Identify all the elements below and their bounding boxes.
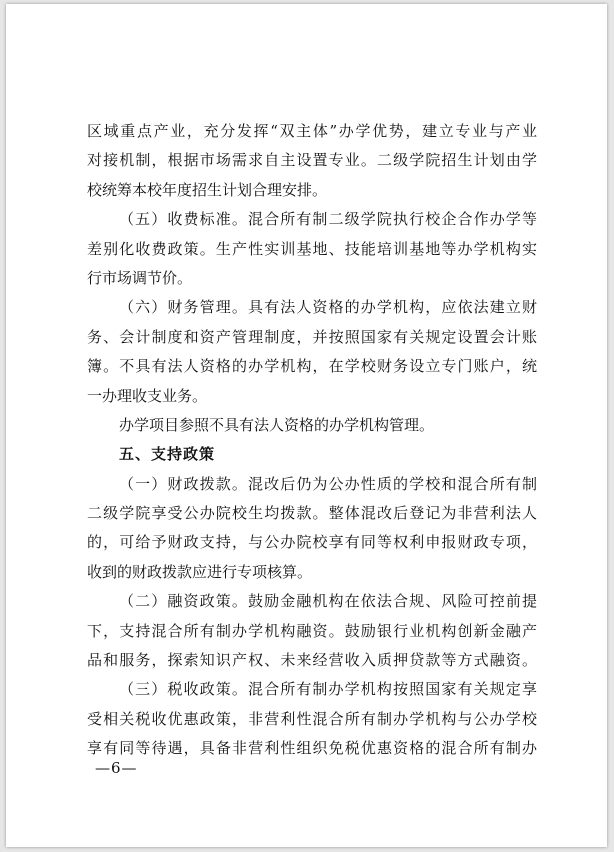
text-line: 簿。不具有法人资格的办学机构，在学校财务设立专门账户，统	[87, 357, 537, 376]
text-line: （五）收费标准。混合所有制二级学院执行校企合作办学等	[119, 210, 537, 229]
document-body	[87, 117, 537, 764]
text-line: 行市场调节价。	[87, 268, 193, 287]
text-line: 受相关税收优惠政策，非营利性混合所有制办学机构与公办学校	[87, 709, 537, 728]
text-line: （二）融资政策。鼓励金融机构在依法合规、风险可控前提	[119, 592, 537, 611]
text-line: 下，支持混合所有制办学机构融资。鼓励银行业机构创新金融产	[87, 621, 537, 640]
text-line: 的，可给予财政支持，与公办院校享有同等权利申报财政专项，	[87, 533, 537, 552]
text-line: （六）财务管理。具有法人资格的办学机构，应依法建立财	[119, 298, 537, 317]
text-line: 对接机制，根据市场需求自主设置专业。二级学院招生计划由学	[87, 151, 537, 170]
text-line: （三）税收政策。混合所有制办学机构按照国家有关规定享	[119, 680, 537, 699]
text-line: 办学项目参照不具有法人资格的办学机构管理。	[119, 415, 435, 434]
text-line: 享有同等待遇，具备非营利性组织免税优惠资格的混合所有制办	[87, 739, 537, 758]
document-page	[6, 4, 607, 847]
text-line: 差别化收费政策。生产性实训基地、技能培训基地等办学机构实	[87, 239, 537, 258]
text-line: 品和服务，探索知识产权、未来经营收入质押贷款等方式融资。	[87, 651, 537, 670]
page-number: —6—	[95, 759, 138, 777]
text-line: 务、会计制度和资产管理制度，并按照国家有关规定设置会计账	[87, 327, 537, 346]
text-line: 二级学院享受公办院校生均拨款。整体混改后登记为非营利法人	[87, 504, 537, 523]
text-line: 校统筹本校年度招生计划合理安排。	[87, 180, 328, 199]
text-line: 一办理收支业务。	[87, 386, 208, 405]
text-line: 区域重点产业，充分发挥“双主体”办学优势，建立专业与产业	[87, 122, 537, 140]
section-heading: 五、支持政策	[119, 445, 216, 464]
text-line: （一）财政拨款。混改后仍为公办性质的学校和混合所有制	[119, 474, 537, 493]
text-line: 收到的财政拨款应进行专项核算。	[87, 562, 313, 581]
